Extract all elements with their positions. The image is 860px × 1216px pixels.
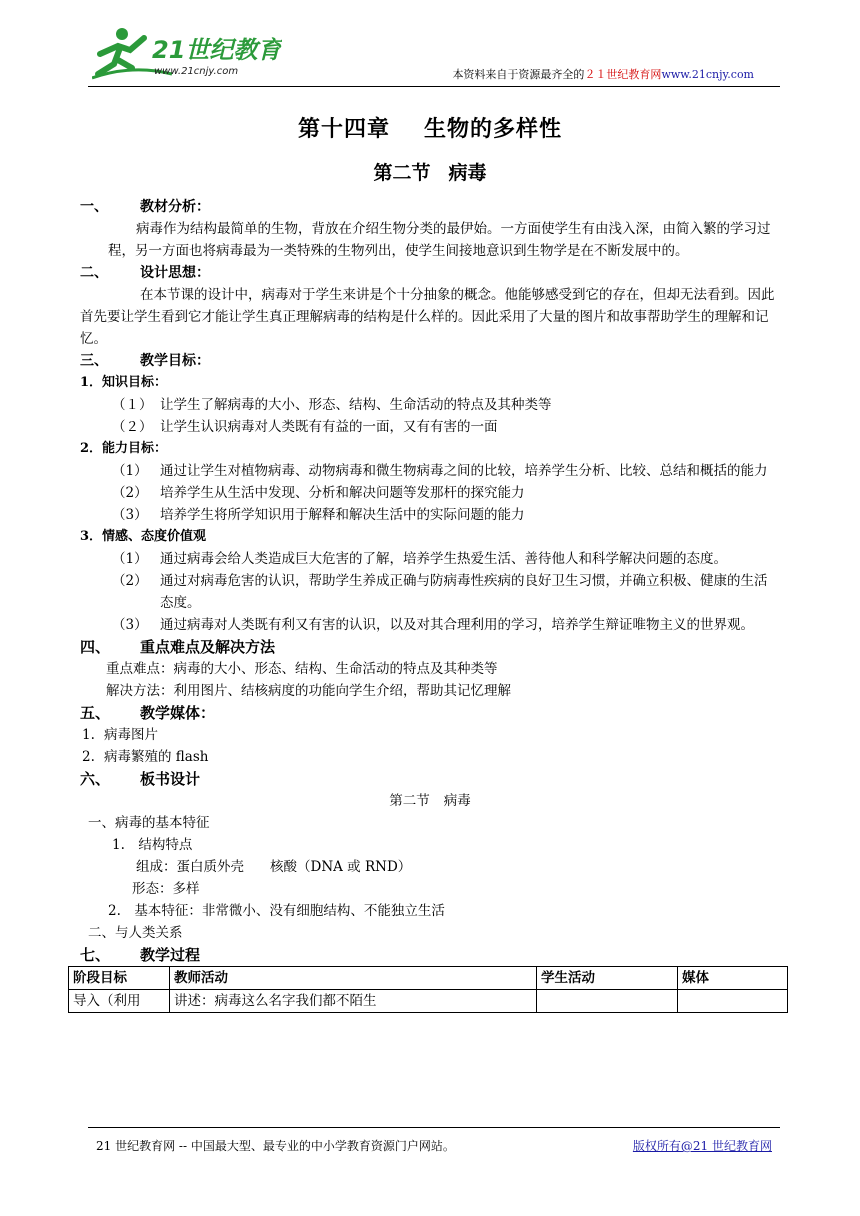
- table-cell: [537, 990, 678, 1013]
- subheading-ability: 2．能力目标：: [80, 441, 168, 456]
- document-body: [73, 196, 780, 1013]
- heading-board: 六、 板书设计: [80, 770, 201, 788]
- heading-objectives: 三、 教学目标：: [80, 353, 210, 369]
- paragraph-analysis: 病毒作为结构最简单的生物，背放在介绍生物分类的最伊始。一方面使学生有由浅入深，由简入繁的学习过程，另一方面也将病毒最为一类特殊的生物列出，使学生间接地意识到生物学是在不断发展中的。: [108, 221, 771, 259]
- board-line: 二、与人类关系: [88, 925, 183, 941]
- chapter-title: 第十四章 生物的多样性: [297, 116, 563, 142]
- list-item: （3） 培养学生将所学知识用于解释和解决生活中的实际问题的能力: [112, 507, 525, 523]
- list-item: （1） 通过让学生对植物病毒、动物病毒和微生物病毒之间的比较，培养学生分析、比较、总结和概括的能力: [112, 463, 768, 479]
- header-source-prefix: 本资料来自于资源最齐全的: [452, 68, 585, 81]
- heading-process: 七、 教学过程: [80, 946, 201, 964]
- logo-text: 21世纪教育: [152, 36, 282, 64]
- footer-copyright-link[interactable]: 版权所有@21 世纪教育网: [632, 1139, 772, 1153]
- list-item: （3） 通过病毒对人类既有利又有害的认识，以及对其合理利用的学习，培养学生辩证唯物主义的世界观。: [112, 617, 754, 633]
- list-item: （2） 通过对病毒危害的认识，帮助学生养成正确与防病毒性疾病的良好卫生习惯，并确立积极、健康的生活态度。: [112, 573, 768, 611]
- header-source-text: [452, 66, 754, 82]
- process-table: [68, 966, 788, 1013]
- logo-url-text: www.21cnjy.com: [154, 66, 239, 77]
- board-line: 1. 结构特点: [112, 837, 193, 853]
- board-line: 一、病毒的基本特征: [88, 815, 210, 831]
- table-cell: 导入（利用: [69, 990, 170, 1013]
- heading-analysis: 一、 教材分析：: [80, 199, 210, 215]
- header-source-site: ２１世纪教育网: [584, 68, 662, 81]
- site-logo: [92, 24, 282, 82]
- table-header-cell: 教师活动: [170, 967, 537, 990]
- table-header-cell: 学生活动: [537, 967, 678, 990]
- list-item: （2） 培养学生从生活中发现、分析和解决问题等发那杆的探究能力: [112, 485, 525, 501]
- subheading-emotion: 3．情感、态度价值观: [80, 529, 207, 544]
- table-header-cell: 媒体: [678, 967, 788, 990]
- list-item: （１） 让学生了解病毒的大小、形态、结构、生命活动的特点及其种类等: [112, 397, 552, 413]
- paragraph-design: 在本节课的设计中，病毒对于学生来讲是个十分抽象的概念。他能够感受到它的存在，但却无法看到。因此首先要让学生看到它才能让学生真正理解病毒的结构是什么样的。因此采用了大量的图片和故事帮助学生的理解和记忆。: [80, 287, 775, 347]
- table-cell: [678, 990, 788, 1013]
- table-header-row: [69, 967, 788, 990]
- heading-key-points: 四、 重点难点及解决方法: [80, 638, 276, 656]
- board-line: 2. 基本特征：非常微小、没有细胞结构、不能独立生活: [108, 903, 445, 919]
- footer-divider: [88, 1127, 780, 1128]
- list-item: 1. 病毒图片: [82, 727, 158, 743]
- section-title: 第二节 病毒: [373, 162, 487, 184]
- list-item: （1） 通过病毒会给人类造成巨大危害的了解，培养学生热爱生活、善待他人和科学解决问题的态度。: [112, 551, 727, 567]
- list-item: 2. 病毒繁殖的 flash: [82, 749, 209, 765]
- list-item: （２） 让学生认识病毒对人类既有有益的一面，又有有害的一面: [112, 419, 498, 435]
- table-cell: 讲述：病毒这么名字我们都不陌生: [170, 990, 537, 1013]
- table-row: [69, 990, 788, 1013]
- board-line: 组成：蛋白质外壳 核酸（DNA 或 RND）: [136, 859, 412, 875]
- table-header-cell: 阶段目标: [69, 967, 170, 990]
- solution-text: 解决方法：利用图片、结核病度的功能向学生介绍，帮助其记忆理解: [106, 683, 511, 699]
- heading-design: 二、 设计思想：: [80, 265, 210, 281]
- subheading-knowledge: 1．知识目标：: [80, 375, 168, 390]
- header-divider: [88, 86, 780, 87]
- header-source-url[interactable]: www.21cnjy.com: [661, 68, 754, 81]
- board-title: 第二节 病毒: [389, 793, 471, 809]
- footer-site-text: 21 世纪教育网 -- 中国最大型、最专业的中小学教育资源门户网站。: [96, 1139, 455, 1153]
- board-line: 形态：多样: [132, 881, 200, 897]
- heading-media: 五、 教学媒体：: [80, 704, 216, 722]
- key-points-text: 重点难点：病毒的大小、形态、结构、生命活动的特点及其种类等: [106, 661, 498, 677]
